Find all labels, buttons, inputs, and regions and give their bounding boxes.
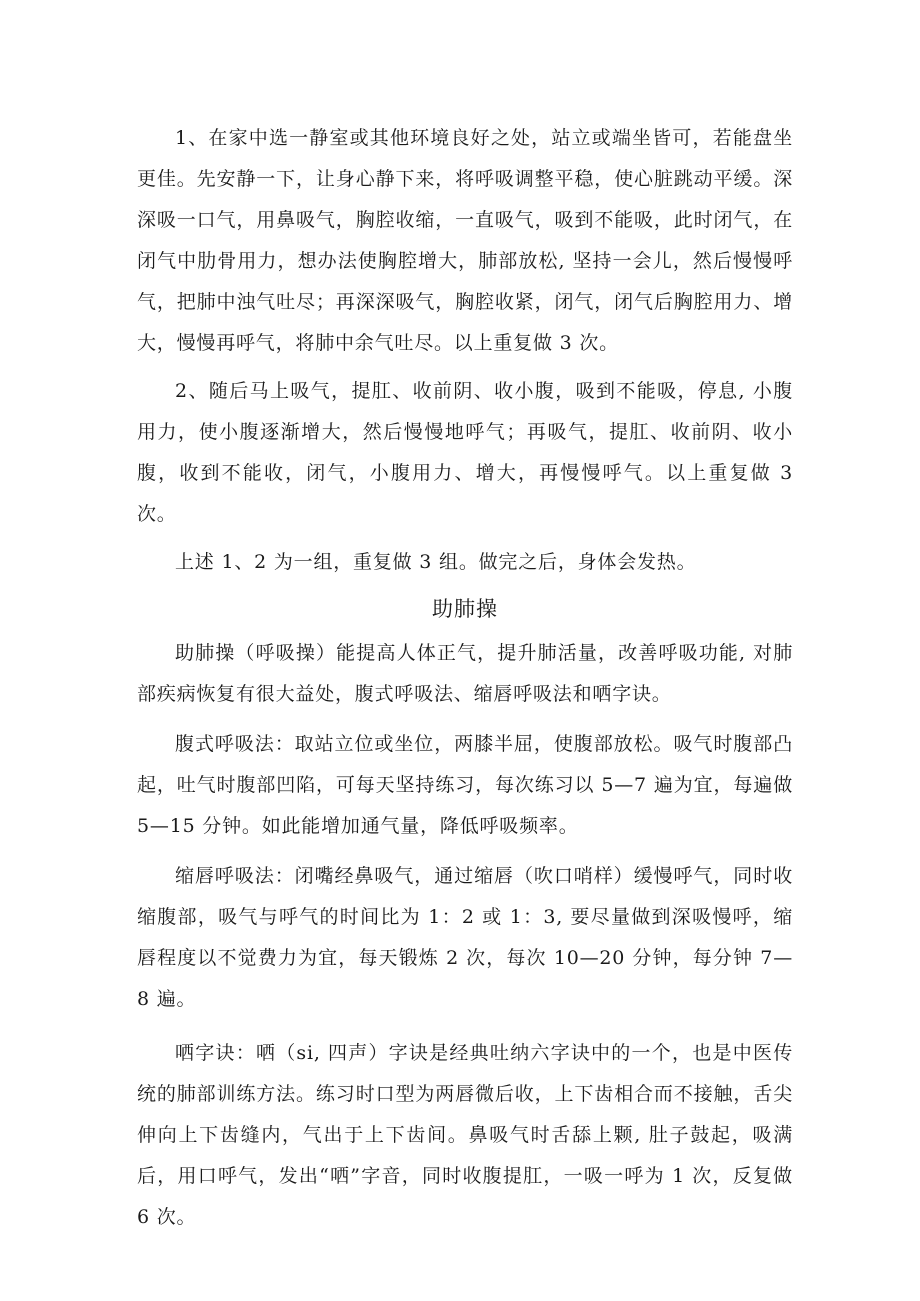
- document-page: [137, 118, 793, 1238]
- paragraph-pursed-lip-breathing: 缩唇呼吸法：闭嘴经鼻吸气，通过缩唇（吹口哨样）缓慢呼气，同时收缩腹部，吸气与呼气的时间比为 1：2 或 1：3, 要尽量做到深吸慢呼，缩唇程度以不觉费力为宜，每天锻炼 2 次，每次 10—20 分钟，每分钟 7—8 遍。: [137, 865, 793, 1010]
- paragraph-step-2: 2、随后马上吸气，提肛、收前阴、收小腹，吸到不能吸，停息, 小腹用力，使小腹逐渐增大，然后慢慢地呼气；再吸气，提肛、收前阴、收小腹，收到不能收，闭气，小腹用力、增大，再慢慢呼气。以上重复做 3 次。: [137, 380, 793, 525]
- paragraph-si-character-method: 哂字诀：哂（si, 四声）字诀是经典吐纳六字诀中的一个，也是中医传统的肺部训练方法。练习时口型为两唇微后收，上下齿相合而不接触，舌尖伸向上下齿缝内，气出于上下齿间。鼻吸气时舌舔上颗, 肚子鼓起，吸满后，用口呼气，发出“哂”字音，同时收腹提肛，一吸一呼为 1 次，反复做 6 次。: [137, 1042, 793, 1228]
- section-title: 助肺操: [432, 597, 498, 621]
- paragraph-intro: 助肺操（呼吸操）能提高人体正气，提升肺活量，改善呼吸功能, 对肺部疾病恢复有很大益处，腹式呼吸法、缩唇呼吸法和哂字诀。: [137, 642, 793, 705]
- paragraph-abdominal-breathing: 腹式呼吸法：取站立位或坐位，两膝半屈，使腹部放松。吸气时腹部凸起，吐气时腹部凹陷，可每天坚持练习，每次练习以 5—7 遍为宜，每遍做 5—15 分钟。如此能增加通气量，降低呼吸频率。: [137, 733, 793, 837]
- paragraph-summary: 上述 1、2 为一组，重复做 3 组。做完之后，身体会发热。: [175, 551, 697, 573]
- paragraph-step-1: 1、在家中选一静室或其他环境良好之处，站立或端坐皆可，若能盘坐更佳。先安静一下，让身心静下来，将呼吸调整平稳，使心脏跳动平缓。深深吸一口气，用鼻吸气，胸腔收缩，一直吸气，吸到不能吸，此时闭气，在闭气中肋骨用力，想办法使胸腔增大，肺部放松, 坚持一会儿，然后慢慢呼气，把肺中浊气吐尽；再深深吸气，胸腔收紧，闭气，闭气后胸腔用力、增大，慢慢再呼气，将肺中余气吐尽。以上重复做 3 次。: [137, 127, 793, 354]
